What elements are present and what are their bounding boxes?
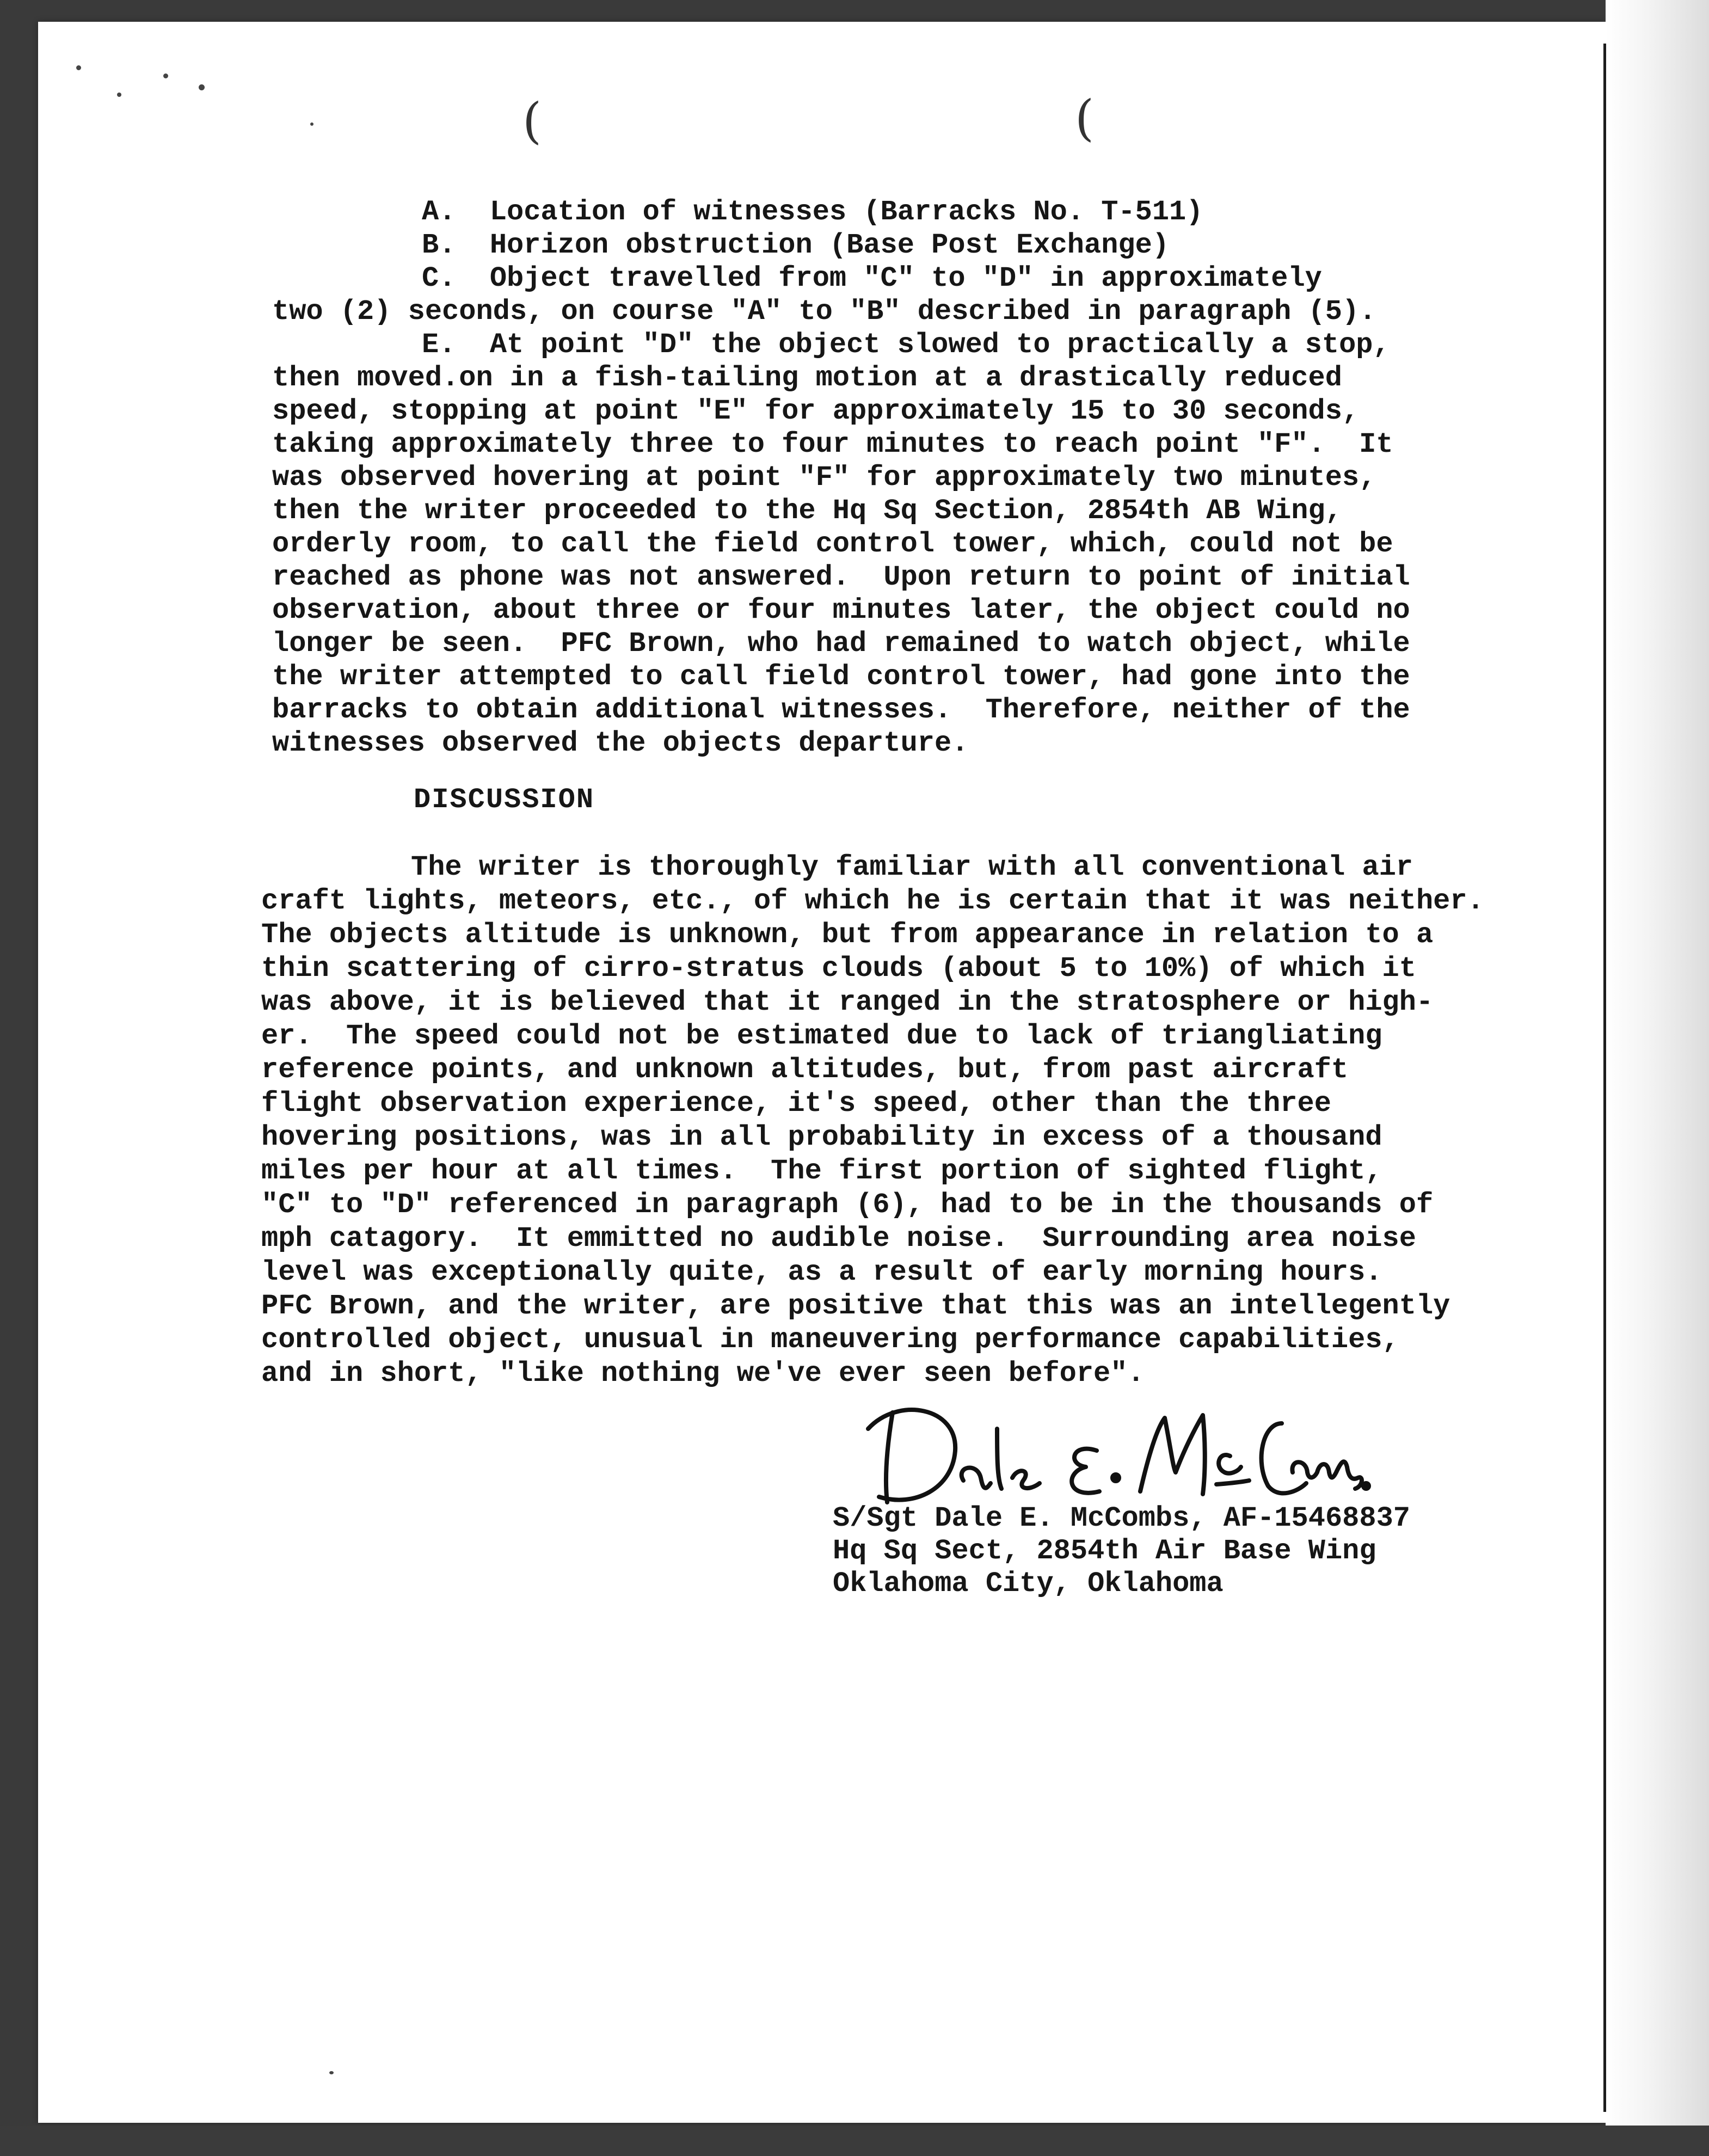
paragraph-line: longer be seen. PFC Brown, who had remained to watch object, while xyxy=(272,628,1410,660)
discussion-line: was above, it is believed that it ranged in the stratosphere or high- xyxy=(261,986,1434,1018)
paragraph-line: the writer attempted to call field control tower, had gone into the xyxy=(272,661,1410,693)
paragraph-line: speed, stopping at point "E" for approximately 15 to 30 seconds, xyxy=(272,395,1360,427)
discussion-line: flight observation experience, it's speed, other than the three xyxy=(261,1088,1331,1120)
paragraph-line: barracks to obtain additional witnesses. Therefore, neither of the xyxy=(272,694,1410,726)
discussion-line: The writer is thoroughly familiar with all conventional air xyxy=(411,851,1413,883)
discussion-line: er. The speed could not be estimated due to lack of triangliating xyxy=(261,1020,1382,1052)
signature-block-line: S/Sgt Dale E. McCombs, AF-15468837 xyxy=(833,1502,1410,1534)
discussion-line: "C" to "D" referenced in paragraph (6), had to be in the thousands of xyxy=(261,1189,1434,1221)
section-heading: DISCUSSION xyxy=(414,784,595,816)
paragraph-line: A. Location of witnesses (Barracks No. T-511) xyxy=(422,196,1203,228)
paragraph-line: B. Horizon obstruction (Base Post Exchange) xyxy=(422,229,1170,261)
paragraph-line: taking approximately three to four minutes to reach point "F". It xyxy=(272,428,1393,460)
discussion-line: level was exceptionally quite, as a result of early morning hours. xyxy=(261,1256,1382,1288)
discussion-line: The objects altitude is unknown, but from appearance in relation to a xyxy=(261,919,1434,951)
signature-block xyxy=(833,1502,1410,1600)
discussion-line: hovering positions, was in all probability in excess of a thousand xyxy=(261,1121,1382,1153)
punch-mark-left: ( xyxy=(522,93,542,150)
paragraph-line: orderly room, to call the field control tower, which, could not be xyxy=(272,528,1393,560)
signature-block-line: Oklahoma City, Oklahoma xyxy=(833,1568,1224,1600)
discussion-line: mph catagory. It emmitted no audible noise. Surrounding area noise xyxy=(261,1223,1416,1255)
discussion-line: PFC Brown, and the writer, are positive that this was an intellegently xyxy=(261,1290,1450,1322)
handwritten-signature xyxy=(855,1391,1372,1516)
paragraph-line: two (2) seconds, on course "A" to "B" described in paragraph (5). xyxy=(272,296,1376,328)
discussion-line: miles per hour at all times. The first portion of sighted flight, xyxy=(261,1155,1382,1187)
paragraph-line: was observed hovering at point "F" for approximately two minutes, xyxy=(272,462,1376,494)
paragraph-line: reached as phone was not answered. Upon return to point of initial xyxy=(272,561,1410,593)
discussion-line: controlled object, unusual in maneuvering performance capabilities, xyxy=(261,1324,1399,1356)
discussion-line: reference points, and unknown altitudes, but, from past aircraft xyxy=(261,1054,1349,1086)
paragraph-line: then moved.on in a fish-tailing motion at a drastically reduced xyxy=(272,362,1342,394)
paragraph-line: then the writer proceeded to the Hq Sq Section, 2854th AB Wing, xyxy=(272,495,1342,527)
signature-block-line: Hq Sq Sect, 2854th Air Base Wing xyxy=(833,1535,1376,1567)
paragraph-line: C. Object travelled from "C" to "D" in approximately xyxy=(422,262,1322,294)
discussion-line: thin scattering of cirro-stratus clouds (about 5 to 10%) of which it xyxy=(261,953,1416,985)
paragraph-line: witnesses observed the objects departure. xyxy=(272,727,969,759)
paragraph-line: observation, about three or four minutes later, the object could no xyxy=(272,594,1410,626)
discussion-line: and in short, "like nothing we've ever seen before". xyxy=(261,1358,1145,1390)
punch-mark-right: ( xyxy=(1075,90,1095,147)
discussion-line: craft lights, meteors, etc., of which he is certain that it was neither. xyxy=(261,885,1484,917)
paragraph-line: E. At point "D" the object slowed to practically a stop, xyxy=(422,329,1390,361)
